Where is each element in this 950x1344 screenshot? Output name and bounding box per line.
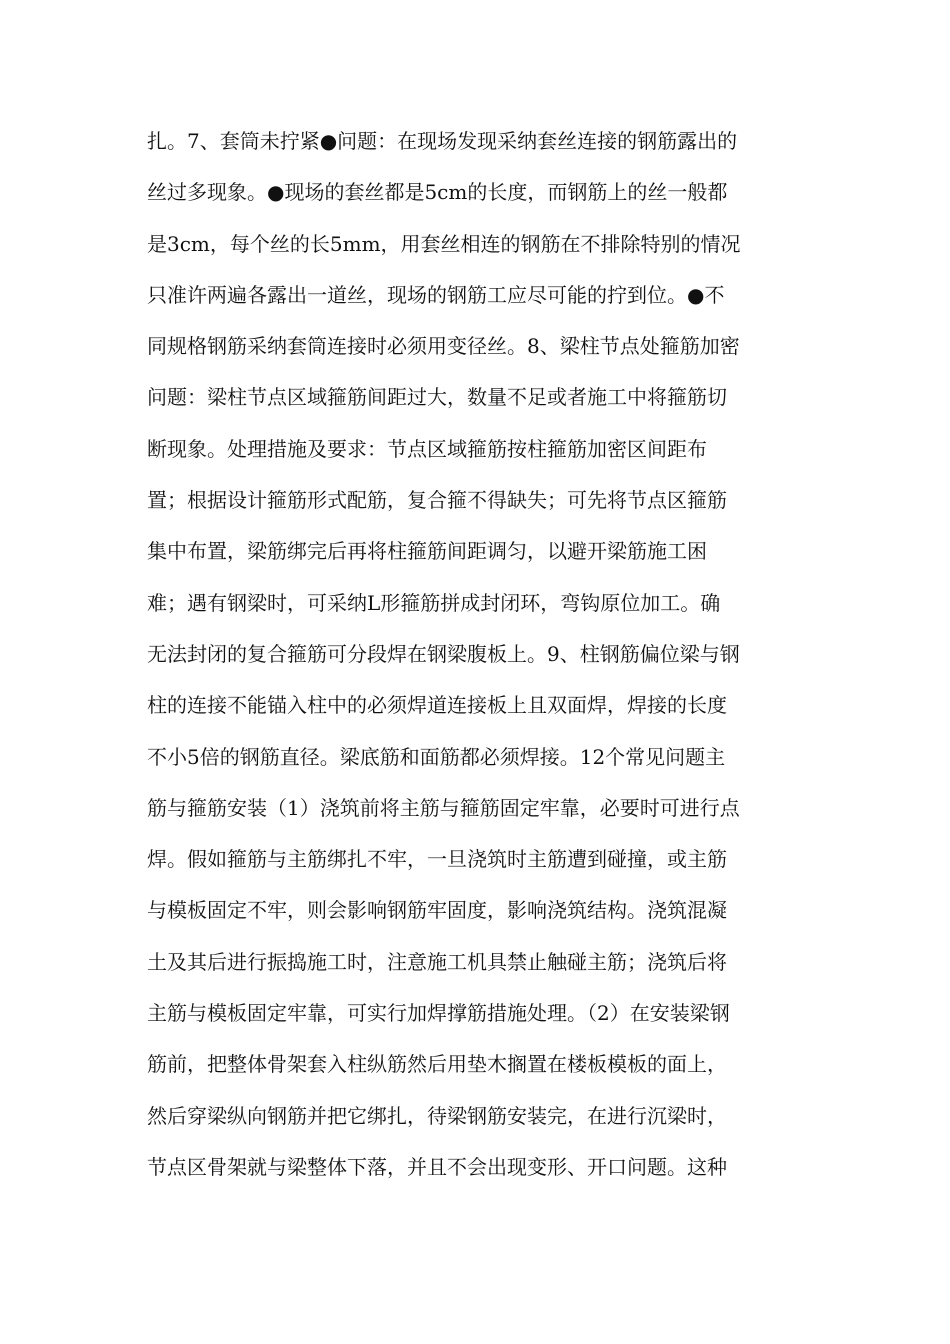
text-line: 丝过多现象。●现场的套丝都是5cm的长度，而钢筋上的丝一般都: [147, 180, 728, 205]
text-line: 筋与箍筋安装（1）浇筑前将主筋与箍筋固定牢靠，必要时可进行点: [147, 795, 740, 820]
text-line: 与模板固定不牢，则会影响钢筋牢固度，影响浇筑结构。浇筑混凝: [147, 898, 727, 923]
text-line: 无法封闭的复合箍筋可分段焊在钢梁腹板上。9、柱钢筋偏位梁与钢: [147, 641, 740, 666]
text-line: 同规格钢筋采纳套筒连接时必须用变径丝。8、梁柱节点处箍筋加密: [147, 334, 740, 359]
text-line: 断现象。处理措施及要求：节点区域箍筋按柱箍筋加密区间距布: [147, 436, 707, 461]
body-text: [147, 116, 827, 1193]
text-line: 扎。7、套筒未拧紧●问题：在现场发现采纳套丝连接的钢筋露出的: [147, 129, 738, 153]
text-line: 置；根据设计箍筋形式配筋，复合箍不得缺失；可先将节点区箍筋: [147, 488, 727, 513]
text-line: 焊。假如箍筋与主筋绑扎不牢，一旦浇筑时主筋遭到碰撞，或主筋: [147, 847, 727, 872]
text-line: 是3cm，每个丝的长5mm，用套丝相连的钢筋在不排除特别的情况: [147, 231, 741, 256]
text-line: 集中布置，梁筋绑完后再将柱箍筋间距调匀，以避开梁筋施工困: [147, 539, 707, 564]
text-line: 然后穿梁纵向钢筋并把它绑扎，待梁钢筋安装完，在进行沉梁时，: [147, 1103, 727, 1128]
text-line: 柱的连接不能锚入柱中的必须焊道连接板上且双面焊，焊接的长度: [147, 693, 727, 718]
text-line: 难；遇有钢梁时，可采纳L形箍筋拼成封闭环，弯钩原位加工。确: [147, 590, 721, 615]
text-line: 土及其后进行振捣施工时，注意施工机具禁止触碰主筋；浇筑后将: [147, 949, 727, 974]
text-line: 节点区骨架就与梁整体下落，并且不会出现变形、开口问题。这种: [147, 1154, 727, 1179]
text-line: 只准许两遍各露出一道丝，现场的钢筋工应尽可能的拧到位。●不: [147, 282, 725, 307]
text-line: 筋前，把整体骨架套入柱纵筋然后用垫木搁置在楼板模板的面上，: [147, 1052, 727, 1077]
text-line: 主筋与模板固定牢靠，可实行加焊撑筋措施处理。（2）在安装梁钢: [147, 1001, 730, 1026]
text-line: 问题：梁柱节点区域箍筋间距过大，数量不足或者施工中将箍筋切: [147, 385, 727, 410]
text-line: 不小5倍的钢筋直径。梁底筋和面筋都必须焊接。12个常见问题主: [147, 744, 726, 769]
